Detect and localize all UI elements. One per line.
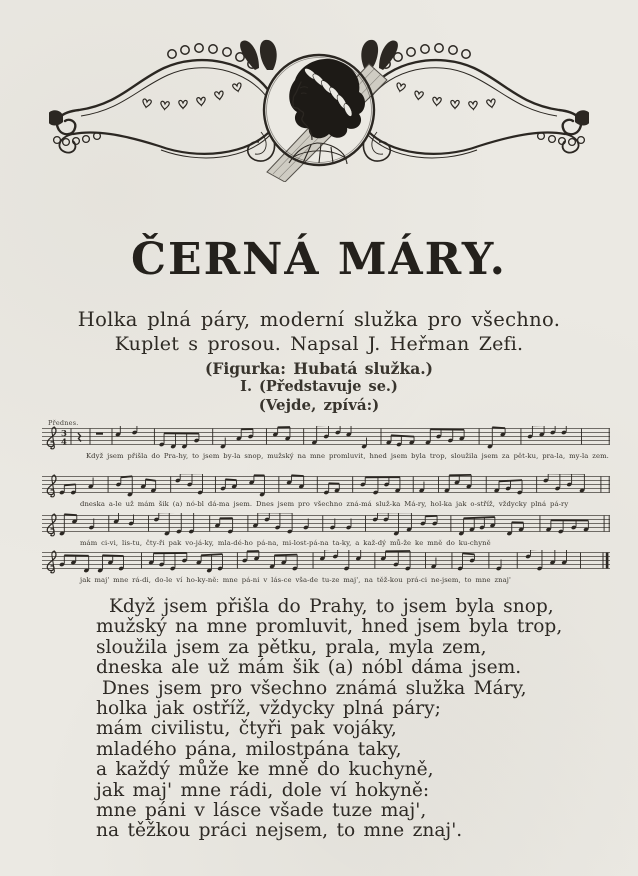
verse-line: Když jsem přišla do Prahy, to jsem byla snop, xyxy=(109,596,554,617)
music-staff-icon xyxy=(42,474,610,498)
woman-profile-medallion xyxy=(264,55,387,182)
section-heading: I. (Představuje se.) xyxy=(240,378,398,395)
character-note: (Figurka: Hubatá služka.) xyxy=(205,359,433,378)
verse-text xyxy=(96,597,562,842)
verse-line: Dnes jsem pro všechno známá služka Máry, xyxy=(102,677,527,699)
verse-line: mám civilistu, čtyři pak vojáky, xyxy=(96,718,397,740)
music-staff-row xyxy=(42,513,612,547)
author-line: Kuplet s prosou. Napsal J. Heřman Zefi. xyxy=(114,333,524,355)
verse-line: mladého pána, milostpána taky, xyxy=(96,738,402,760)
tempo-marking: Přednes. xyxy=(48,419,79,427)
music-staff-icon xyxy=(42,426,610,450)
verse-line: mužský na mne promluvit, hned jsem byla trop, xyxy=(96,616,563,638)
staff-lyrics: Když jsem přišla do Pra-hy, to jsem by-la snop, mužský na mne promluvit, hned jsem byla trop, sloužila jsem za pět-ku, pra-la, my-la zem. xyxy=(86,452,609,460)
stage-direction: (Vejde, zpívá:) xyxy=(258,396,380,414)
verse-line: dneska ale už mám šik (a) nóbl dáma jsem. xyxy=(96,657,522,679)
verse-line: mne páni v lásce všade tuze maj', xyxy=(96,800,427,822)
verse-line: a každý může ke mně do kuchyně, xyxy=(96,759,434,781)
music-staff-icon xyxy=(42,550,610,574)
verse-line: jak maj' mne rádi, dole ví hokyně: xyxy=(96,779,430,801)
music-staff-row xyxy=(42,474,612,508)
flourish-right xyxy=(361,40,589,161)
flourish-left xyxy=(49,40,277,161)
staff-lyrics: mám ci-vi, lis-tu, čty-ři pak vo-já-ky, mla-dé-ho pá-na, mi-lost-pá-na ta-ky, a kaž-dý mů-že ke mně do ku-chyně xyxy=(80,539,491,547)
verse-line: holka jak ostříž, vždycky plná páry; xyxy=(96,698,441,720)
verse-line: sloužila jsem za pětku, prala, myla zem, xyxy=(96,636,487,658)
music-staff-row xyxy=(42,419,612,460)
art-nouveau-ornament-icon xyxy=(49,22,589,182)
page-title: ČERNÁ MÁRY. xyxy=(131,234,507,285)
verse-line: na těžkou práci nejsem, to mne znaj'. xyxy=(96,820,463,842)
staff-lyrics: dneska a-le už mám šik (a) nó-bl dá-ma jsem. Dnes jsem pro všechno zná-má služ-ka Má-ry, hol-ka jak o-stříž, vždycky plná pá-ry xyxy=(80,500,569,508)
svg-text:4: 4 xyxy=(61,437,67,448)
music-staff-row xyxy=(42,550,612,584)
music-staff-icon xyxy=(42,513,610,537)
staff-lyrics: jak maj' mne rá-di, do-le ví ho-ky-ně: mne pá-ni v lás-ce vša-de tu-ze maj', na těž-kou prá-ci ne-jsem, to mne znaj' xyxy=(80,576,511,584)
header-ornament xyxy=(49,22,589,182)
svg-text:3: 3 xyxy=(61,429,67,440)
subtitle: Holka plná páry, moderní služka pro všechno. xyxy=(77,308,561,331)
